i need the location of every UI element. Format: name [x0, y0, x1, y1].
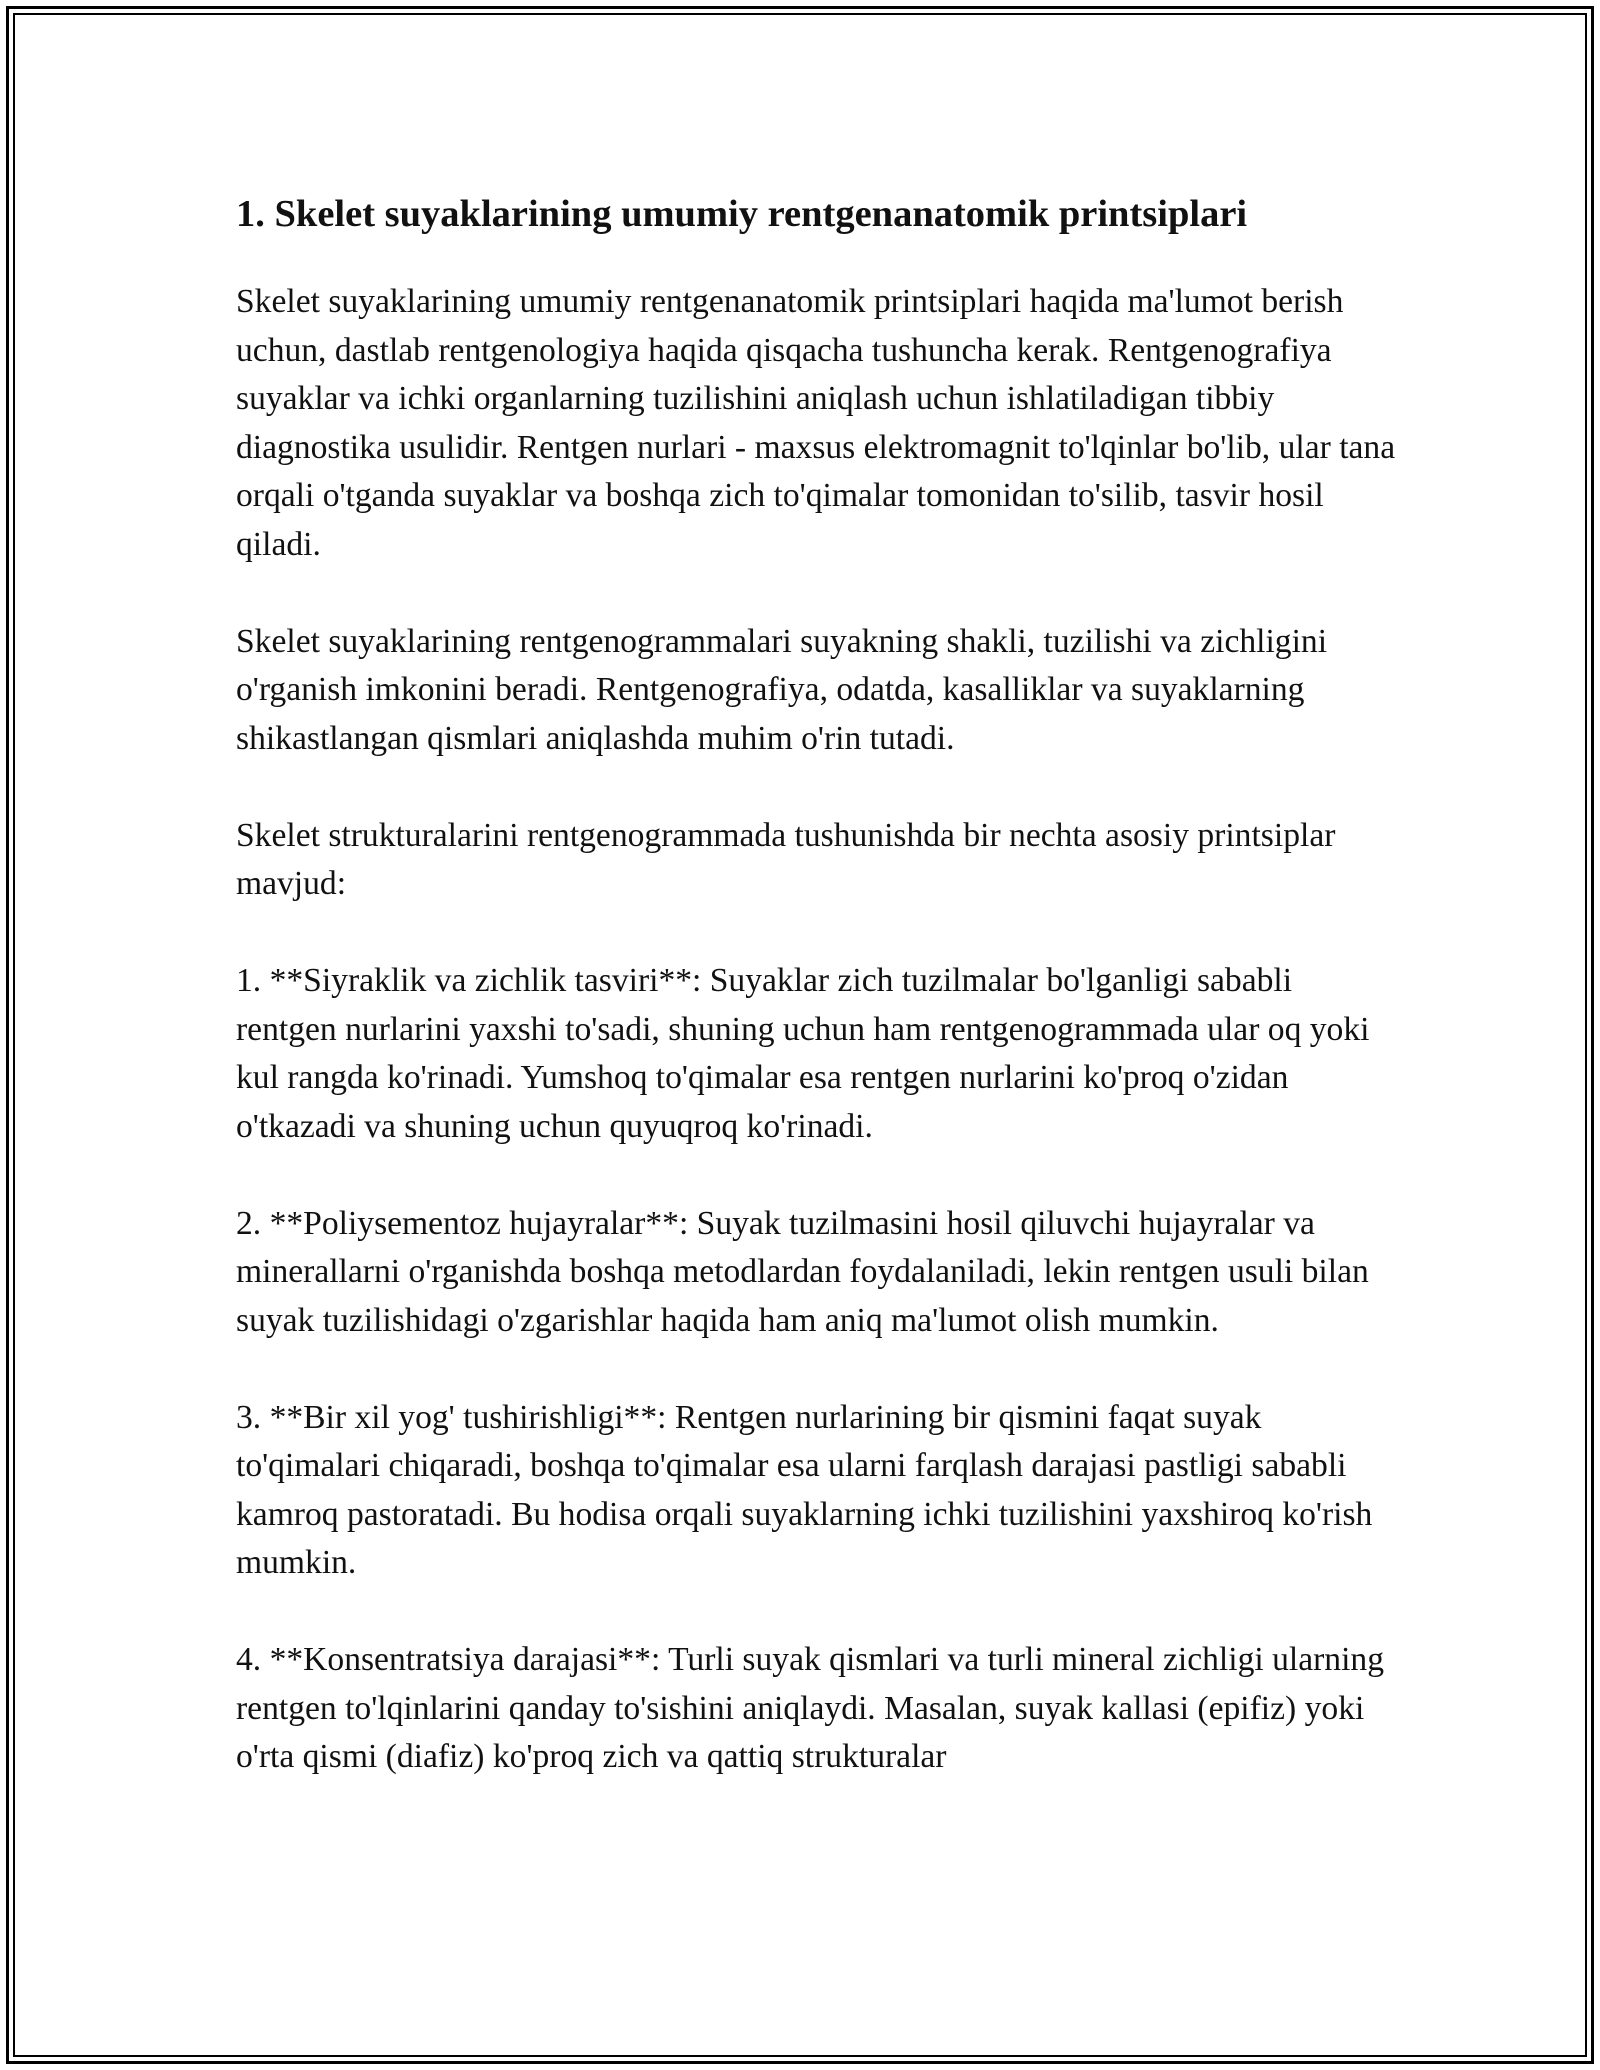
list-item-3: 3. **Bir xil yog' tushirishligi**: Rentgen nurlarining bir qismini faqat suyak to'qimalari chiqaradi, boshqa to'qimalar esa ularni farqlash darajasi pastligi sababli kamroq pastoratadi. Bu hodisa orqali suyaklarning ichki tuzilishini yaxshiroq ko'rish mumkin. [236, 1398, 1373, 1581]
list-item-1: 1. **Siyraklik va zichlik tasviri**: Suyaklar zich tuzilmalar bo'lganligi sababli rentgen nurlarini yaxshi to'sadi, shuning uchun ham rentgenogrammada ular oq yoki kul rangda ko'rinadi. Yumshoq to'qimalar esa rentgen nurlarini ko'proq o'zidan o'tkazadi va shuning uchun quyuqroq ko'rinadi. [236, 962, 1370, 1145]
document-body [236, 186, 1396, 1830]
list-item-4: 4. **Konsentratsiya darajasi**: Turli suyak qismlari va turli mineral zichligi ularning rentgen to'lqinlarini qanday to'sishini aniqlaydi. Masalan, suyak kallasi (epifiz) yoki o'rta qismi (diafiz) ko'proq zich va qattiq strukturalar [236, 1641, 1384, 1775]
paragraph-radiographs: Skelet suyaklarining rentgenogrammalari suyakning shakli, tuzilishi va zichligini o'rganish imkonini beradi. Rentgenografiya, odatda, kasalliklar va suyaklarning shikastlangan qismlari aniqlashda muhim o'rin tutadi. [236, 622, 1328, 757]
page-title: 1. Skelet suyaklarining umumiy rentgenanatomik printsiplari [236, 193, 1248, 235]
list-item-2: 2. **Poliysementoz hujayralar**: Suyak tuzilmasini hosil qiluvchi hujayralar va minerallarni o'rganishda boshqa metodlardan foydalaniladi, lekin rentgen usuli bilan suyak tuzilishidagi o'zgarishlar haqida ham aniq ma'lumot olish mumkin. [236, 1204, 1369, 1339]
paragraph-intro: Skelet suyaklarining umumiy rentgenanatomik printsiplari haqida ma'lumot berish uchun, dastlab rentgenologiya haqida qisqacha tushuncha kerak. Rentgenografiya suyaklar va ichki organlarning tuzilishini aniqlash uchun ishlatiladigan tibbiy diagnostika usulidir. Rentgen nurlari - maxsus elektromagnit to'lqinlar bo'lib, ular tana orqali o'tganda suyaklar va boshqa zich to'qimalar tomonidan to'silib, tasvir hosil qiladi. [236, 283, 1396, 563]
paragraph-principles-lead: Skelet strukturalarini rentgenogrammada tushunishda bir nechta asosiy printsiplar mavjud: [236, 816, 1336, 902]
